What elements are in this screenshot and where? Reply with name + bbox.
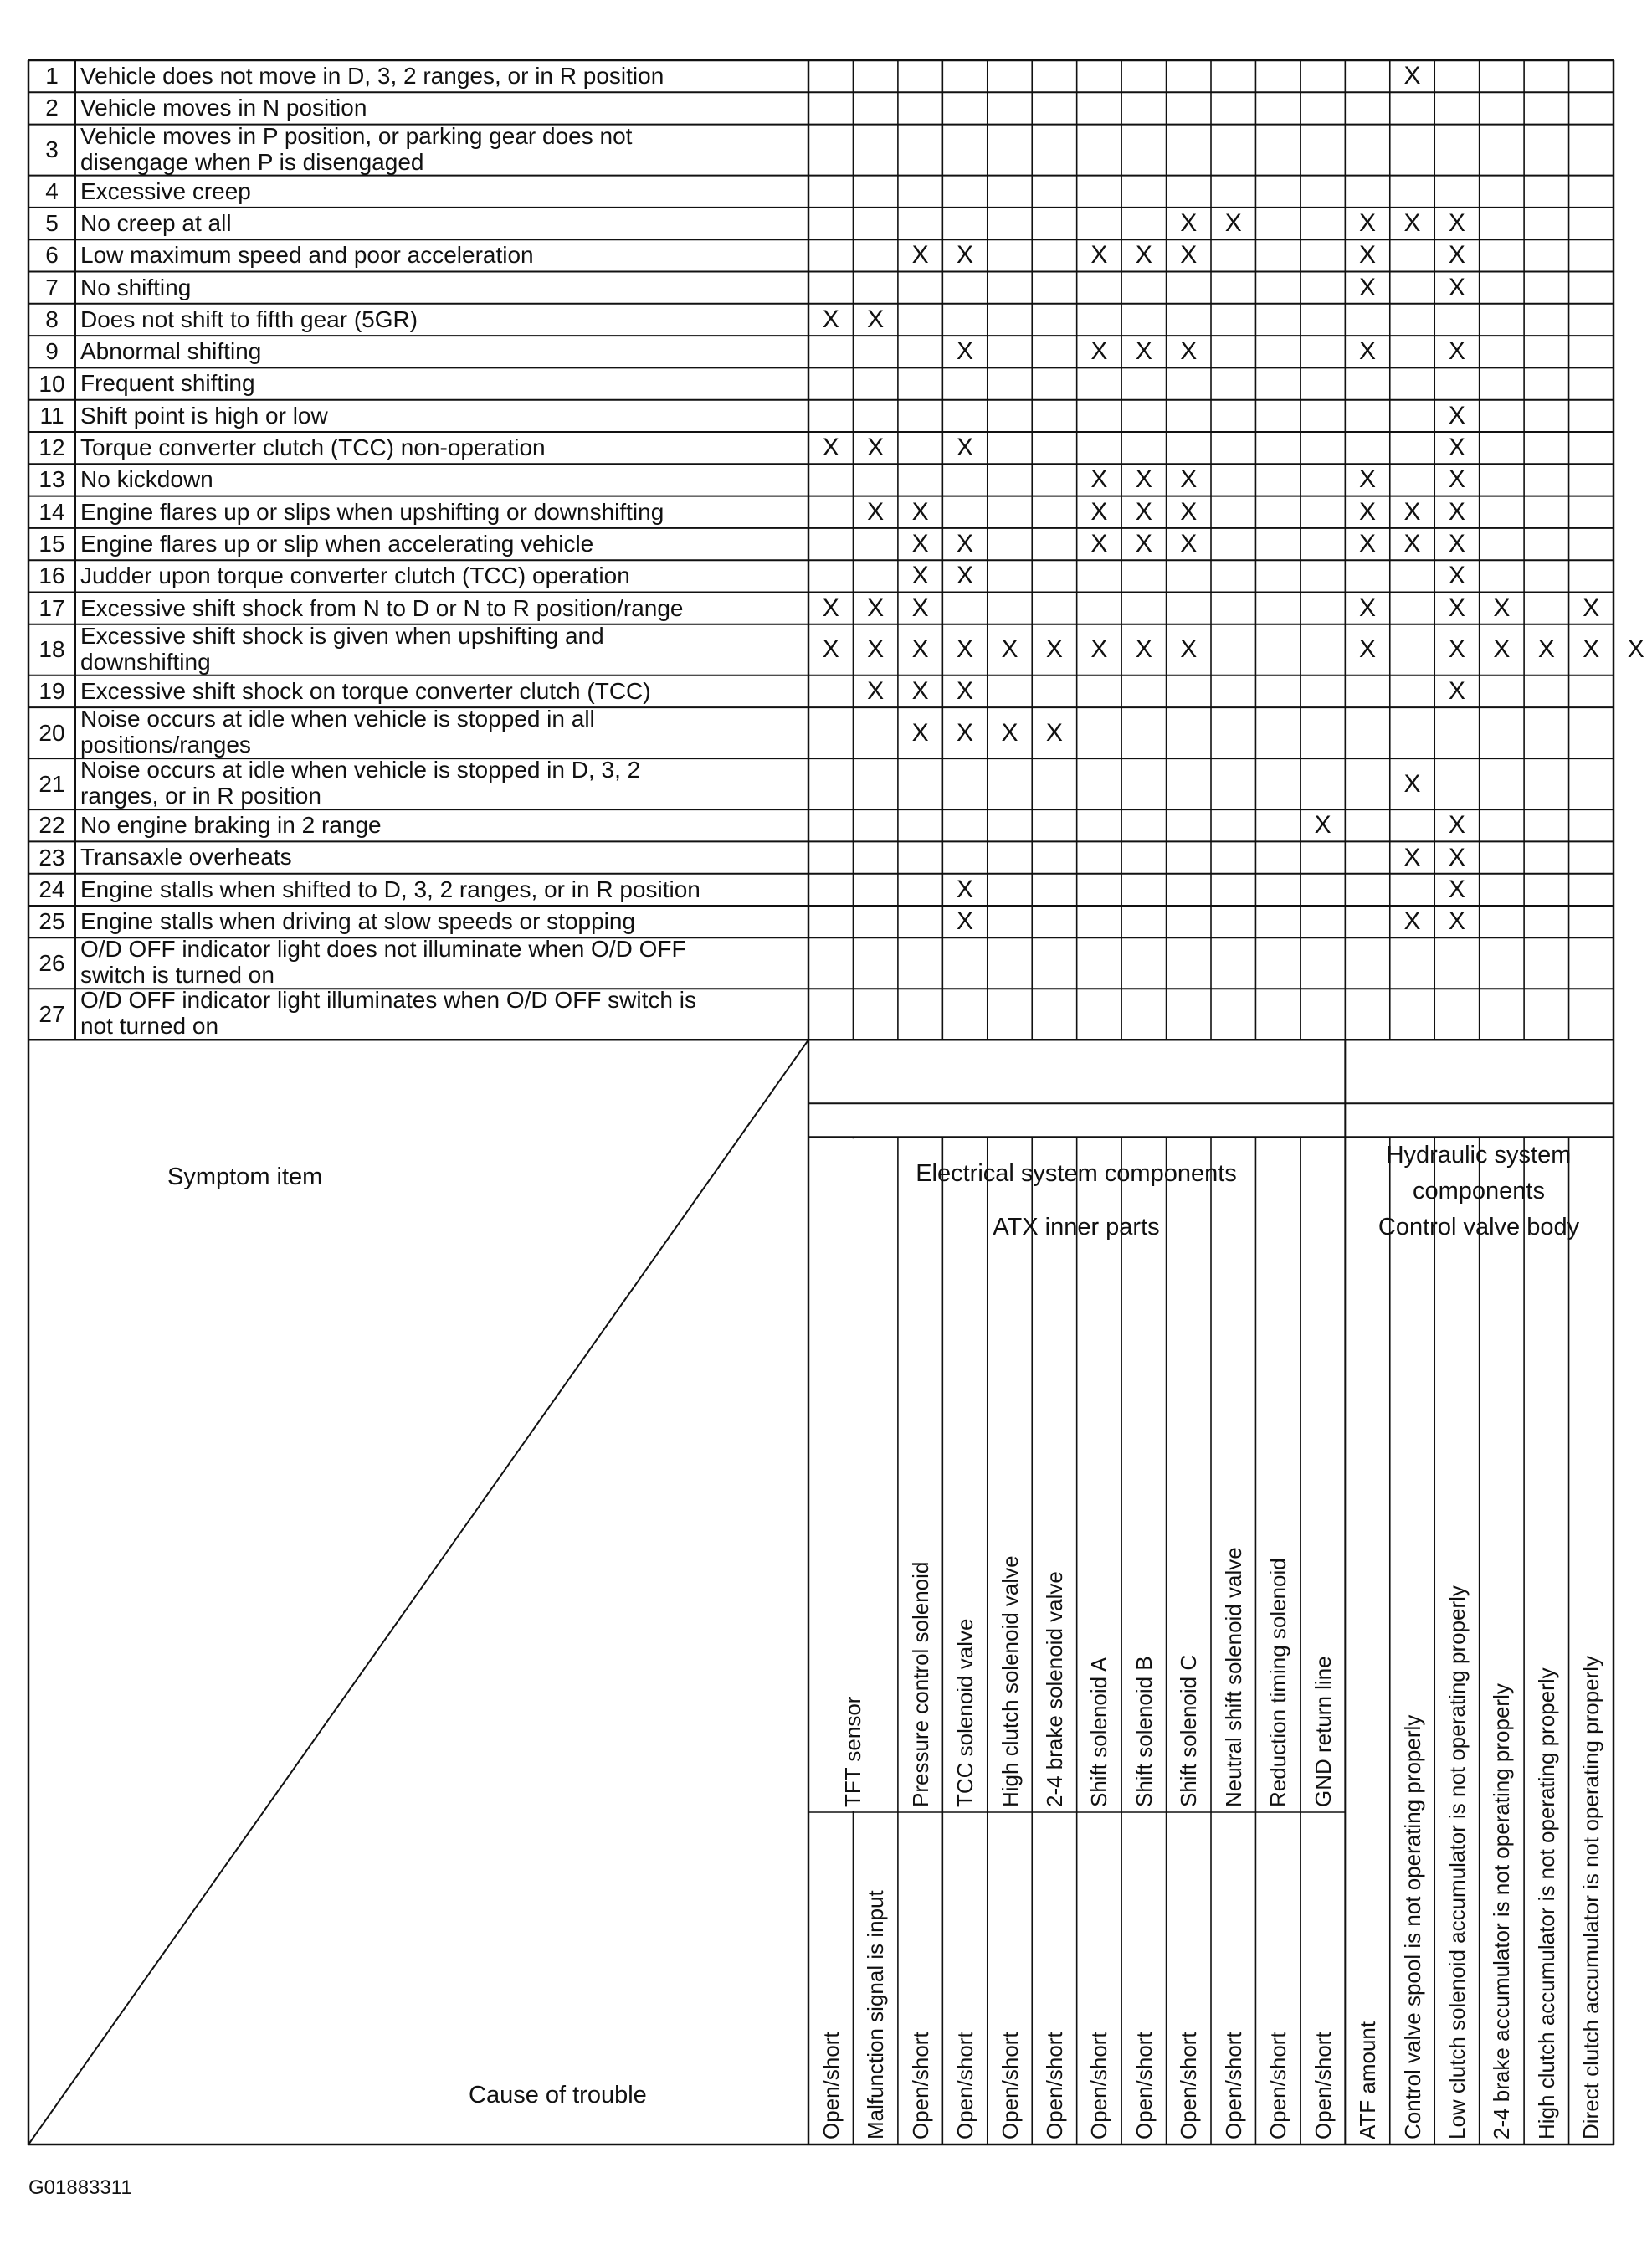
symptom-number: 6 <box>45 242 59 269</box>
column-label-lower: Open/short <box>952 2032 978 2139</box>
column-label-upper: High clutch solenoid valve <box>997 1555 1023 1807</box>
cause-mark: X <box>1403 497 1421 526</box>
column-label-upper: TCC solenoid valve <box>952 1618 978 1807</box>
symptom-text-line: ranges, or in R position <box>80 783 321 809</box>
cause-mark: X <box>1448 676 1465 705</box>
cause-mark: X <box>1448 593 1465 622</box>
symptom-item <box>75 177 808 207</box>
symptom-item <box>75 61 808 91</box>
cause-mark: X <box>1180 635 1198 664</box>
cause-mark: X <box>1180 497 1198 526</box>
symptom-text-line: downshifting <box>80 648 211 675</box>
symptom-item <box>75 936 808 988</box>
cause-mark: X <box>957 635 974 664</box>
cause-mark: X <box>957 676 974 705</box>
symptom-text-line: disengage when P is disengaged <box>80 148 424 175</box>
cause-mark: X <box>1448 337 1465 366</box>
hydraulic-components-header-line1: Hydraulic system <box>1386 1142 1572 1169</box>
symptom-item <box>75 561 808 591</box>
symptom-number: 20 <box>38 719 65 746</box>
cause-mark: X <box>1448 635 1465 664</box>
column-label-upper: Pressure control solenoid <box>907 1561 933 1807</box>
symptom-number: 14 <box>38 498 65 525</box>
cause-mark: X <box>1090 337 1108 366</box>
cause-mark: X <box>957 241 974 270</box>
symptom-text-line: No kickdown <box>80 466 213 493</box>
cause-mark: X <box>957 562 974 590</box>
cause-mark: X <box>1045 718 1063 747</box>
column-label-lower: Malfunction signal is input <box>863 1890 889 2139</box>
symptom-text-line: positions/ranges <box>80 732 251 758</box>
cause-mark: X <box>867 305 885 333</box>
cause-mark: X <box>1448 434 1465 462</box>
symptom-number: 10 <box>38 370 65 397</box>
cause-mark: X <box>1135 530 1152 558</box>
symptom-item <box>75 465 808 495</box>
cause-mark: X <box>1493 593 1511 622</box>
symptom-number: 9 <box>45 338 59 365</box>
column-label-lower: Open/short <box>1310 2032 1336 2139</box>
column-label-lower: Low clutch solenoid accumulator is not operating properly <box>1444 1585 1470 2139</box>
column-label-lower: Direct clutch accumulator is not operating properly <box>1578 1655 1604 2139</box>
symptom-number: 25 <box>38 908 65 935</box>
cause-mark: X <box>1090 497 1108 526</box>
symptom-item <box>75 93 808 123</box>
cause-mark: X <box>1403 769 1421 798</box>
symptom-text-line: Frequent shifting <box>80 370 255 397</box>
symptom-number: 22 <box>38 812 65 839</box>
cause-mark: X <box>1627 635 1644 664</box>
symptom-text-line: Transaxle overheats <box>80 844 292 871</box>
symptom-number: 18 <box>38 636 65 663</box>
symptom-text-line: No engine braking in 2 range <box>80 812 382 839</box>
hydraulic-components-header-line2: components <box>1413 1178 1545 1205</box>
cause-of-trouble-label: Cause of trouble <box>469 2082 647 2109</box>
symptom-item <box>75 433 808 463</box>
cause-mark: X <box>1403 209 1421 238</box>
cause-mark: X <box>1448 273 1465 301</box>
symptom-text-line: Excessive shift shock on torque converter clutch (TCC) <box>80 677 651 704</box>
column-label-upper: Shift solenoid B <box>1131 1656 1157 1807</box>
symptom-number: 8 <box>45 306 59 332</box>
cause-mark: X <box>1448 401 1465 429</box>
symptom-text-line: No shifting <box>80 274 192 300</box>
cause-mark: X <box>1090 241 1108 270</box>
cause-mark: X <box>1359 593 1377 622</box>
symptom-item <box>75 842 808 872</box>
cause-mark: X <box>867 497 885 526</box>
symptom-text-line: Abnormal shifting <box>80 338 262 365</box>
column-label-upper: Reduction timing solenoid <box>1265 1558 1291 1807</box>
symptom-item <box>75 273 808 303</box>
cause-mark: X <box>957 434 974 462</box>
symptom-number: 23 <box>38 844 65 871</box>
symptom-number: 12 <box>38 434 65 461</box>
cause-mark: X <box>1359 241 1377 270</box>
cause-mark: X <box>911 497 929 526</box>
column-label-lower: High clutch accumulator is not operating properly <box>1533 1667 1559 2139</box>
cause-mark: X <box>1448 811 1465 840</box>
symptom-number: 17 <box>38 594 65 621</box>
column-label-lower: Open/short <box>1041 2032 1067 2139</box>
column-label-upper: Shift solenoid C <box>1176 1654 1202 1807</box>
column-label-lower: Open/short <box>1086 2032 1112 2139</box>
cause-mark: X <box>1359 209 1377 238</box>
symptom-text-line: Noise occurs at idle when vehicle is stopped in D, 3, 2 <box>80 757 641 783</box>
cause-mark: X <box>1448 465 1465 494</box>
cause-mark: X <box>867 676 885 705</box>
symptom-text-line: Engine flares up or slips when upshifting or downshifting <box>80 498 664 525</box>
cause-mark: X <box>1359 530 1377 558</box>
cause-mark: X <box>867 434 885 462</box>
cause-mark: X <box>1359 635 1377 664</box>
cause-mark: X <box>1448 497 1465 526</box>
cause-mark: X <box>822 305 839 333</box>
column-label-upper: Shift solenoid A <box>1086 1657 1112 1807</box>
cause-mark: X <box>1090 465 1108 494</box>
symptom-text-line: Vehicle moves in P position, or parking gear does not <box>80 122 633 149</box>
cause-mark: X <box>1448 241 1465 270</box>
symptom-text-line: Does not shift to fifth gear (5GR) <box>80 306 418 332</box>
symptom-item <box>75 336 808 367</box>
symptom-text-line: Excessive creep <box>80 177 251 204</box>
cause-mark: X <box>1403 843 1421 871</box>
column-label-lower: Control valve spool is not operating properly <box>1399 1714 1425 2139</box>
symptom-number: 4 <box>45 177 59 204</box>
cause-mark: X <box>1180 209 1198 238</box>
symptom-item-label: Symptom item <box>167 1163 323 1190</box>
symptom-item <box>75 529 808 559</box>
symptom-item <box>75 401 808 431</box>
symptom-text-line: Excessive shift shock from N to D or N to R position/range <box>80 594 684 621</box>
cause-mark: X <box>1180 465 1198 494</box>
symptom-text-line: Torque converter clutch (TCC) non-operation <box>80 434 546 460</box>
symptom-text-line: Engine flares up or slip when accelerating vehicle <box>80 530 594 557</box>
column-label-upper: GND return line <box>1310 1656 1336 1807</box>
symptom-text-line: Vehicle moves in N position <box>80 95 367 121</box>
symptom-text-line: Judder upon torque converter clutch (TCC) operation <box>80 562 630 589</box>
cause-mark: X <box>911 593 929 622</box>
symptom-item <box>75 240 808 270</box>
symptom-number: 26 <box>38 949 65 976</box>
column-label-lower: Open/short <box>1265 2032 1291 2139</box>
cause-mark: X <box>1314 811 1331 840</box>
cause-mark: X <box>822 593 839 622</box>
symptom-text-line: O/D OFF indicator light does not illuminate when O/D OFF <box>80 936 686 963</box>
symptom-item <box>75 676 808 706</box>
cause-mark: X <box>1583 635 1600 664</box>
cause-mark: X <box>1180 241 1198 270</box>
symptom-number: 16 <box>38 562 65 589</box>
cause-mark: X <box>1359 337 1377 366</box>
cause-mark: X <box>1135 241 1152 270</box>
symptom-item <box>75 623 808 675</box>
symptom-text-line: No creep at all <box>80 209 232 236</box>
column-label-lower: Open/short <box>1220 2032 1246 2139</box>
cause-mark: X <box>957 530 974 558</box>
symptom-text-line: O/D OFF indicator light illuminates when O/D OFF switch is <box>80 987 696 1014</box>
cause-mark: X <box>1001 635 1018 664</box>
symptom-text-line: not turned on <box>80 1013 219 1040</box>
cause-mark: X <box>1448 530 1465 558</box>
symptom-number: 5 <box>45 210 59 237</box>
symptom-text-line: Low maximum speed and poor acceleration <box>80 242 534 269</box>
symptom-number: 13 <box>38 466 65 493</box>
symptom-text-line: Shift point is high or low <box>80 402 328 429</box>
symptom-item <box>75 305 808 335</box>
symptom-item <box>75 987 808 1039</box>
electrical-components-header: Electrical system components <box>916 1160 1237 1187</box>
cause-mark: X <box>911 676 929 705</box>
symptom-number: 15 <box>38 531 65 557</box>
atx-inner-parts-header: ATX inner parts <box>993 1214 1160 1241</box>
symptom-item <box>75 208 808 239</box>
cause-mark: X <box>957 907 974 936</box>
symptom-item <box>75 875 808 905</box>
symptom-number: 27 <box>38 1000 65 1027</box>
column-label-upper: TFT sensor <box>840 1696 866 1807</box>
cause-mark: X <box>1403 62 1421 90</box>
cause-mark: X <box>867 593 885 622</box>
symptom-item <box>75 368 808 398</box>
cause-mark: X <box>1359 465 1377 494</box>
symptom-item <box>75 757 808 809</box>
symptom-number: 1 <box>45 63 59 90</box>
symptom-item <box>75 810 808 840</box>
symptom-number: 2 <box>45 95 59 121</box>
symptom-item <box>75 706 808 758</box>
symptom-text-line: Vehicle does not move in D, 3, 2 ranges, or in R position <box>80 63 664 89</box>
column-label-lower: Open/short <box>1176 2032 1202 2139</box>
cause-mark: X <box>1537 635 1555 664</box>
symptom-number: 3 <box>45 136 59 163</box>
symptom-item <box>75 497 808 527</box>
symptom-text-line: Engine stalls when driving at slow speeds or stopping <box>80 908 636 934</box>
cause-mark: X <box>1180 337 1198 366</box>
cause-mark: X <box>1448 562 1465 590</box>
cause-mark: X <box>822 434 839 462</box>
column-label-lower: ATF amount <box>1355 2021 1381 2139</box>
symptom-text-line: switch is turned on <box>80 962 274 989</box>
symptom-item <box>75 123 808 175</box>
symptom-text-line: Engine stalls when shifted to D, 3, 2 ranges, or in R position <box>80 876 700 902</box>
cause-mark: X <box>1448 907 1465 936</box>
column-label-lower: Open/short <box>997 2032 1023 2139</box>
symptom-text-line: Excessive shift shock is given when upshifting and <box>80 622 604 649</box>
cause-mark: X <box>1045 635 1063 664</box>
cause-mark: X <box>1359 497 1377 526</box>
cause-mark: X <box>957 337 974 366</box>
cause-mark: X <box>1135 497 1152 526</box>
symptom-number: 7 <box>45 274 59 300</box>
cause-mark: X <box>1448 875 1465 903</box>
column-label-upper: 2-4 brake solenoid valve <box>1041 1571 1067 1807</box>
cause-mark: X <box>1090 635 1108 664</box>
cause-mark: X <box>1001 718 1018 747</box>
cause-mark: X <box>1359 273 1377 301</box>
cause-mark: X <box>1583 593 1600 622</box>
cause-mark: X <box>1090 530 1108 558</box>
figure-code: G01883311 <box>28 2176 132 2199</box>
cause-mark: X <box>911 635 929 664</box>
cause-mark: X <box>1403 907 1421 936</box>
symptom-number: 21 <box>38 770 65 797</box>
cause-mark: X <box>911 562 929 590</box>
cause-mark: X <box>1135 337 1152 366</box>
cause-mark: X <box>822 635 839 664</box>
cause-mark: X <box>867 635 885 664</box>
cause-mark: X <box>911 718 929 747</box>
cause-mark: X <box>1448 843 1465 871</box>
cause-mark: X <box>911 241 929 270</box>
column-label-lower: Open/short <box>907 2032 933 2139</box>
control-valve-body-header: Control valve body <box>1378 1214 1580 1241</box>
symptom-item <box>75 907 808 937</box>
cause-mark: X <box>1180 530 1198 558</box>
cause-mark: X <box>1135 635 1152 664</box>
column-label-lower: Open/short <box>1131 2032 1157 2139</box>
column-label-lower: Open/short <box>818 2032 844 2139</box>
symptom-number: 24 <box>38 876 65 902</box>
column-label-upper: Neutral shift solenoid valve <box>1220 1547 1246 1807</box>
cause-mark: X <box>957 875 974 903</box>
symptom-number: 11 <box>39 402 64 429</box>
cause-mark: X <box>1403 530 1421 558</box>
symptom-item <box>75 593 808 624</box>
cause-mark: X <box>1448 209 1465 238</box>
cause-mark: X <box>1135 465 1152 494</box>
symptom-number: 19 <box>38 677 65 704</box>
cause-mark: X <box>1224 209 1242 238</box>
cause-mark: X <box>1493 635 1511 664</box>
cause-mark: X <box>911 530 929 558</box>
symptom-text-line: Noise occurs at idle when vehicle is stopped in all <box>80 706 595 732</box>
column-label-lower: 2-4 brake accumulator is not operating properly <box>1489 1683 1515 2139</box>
cause-mark: X <box>957 718 974 747</box>
